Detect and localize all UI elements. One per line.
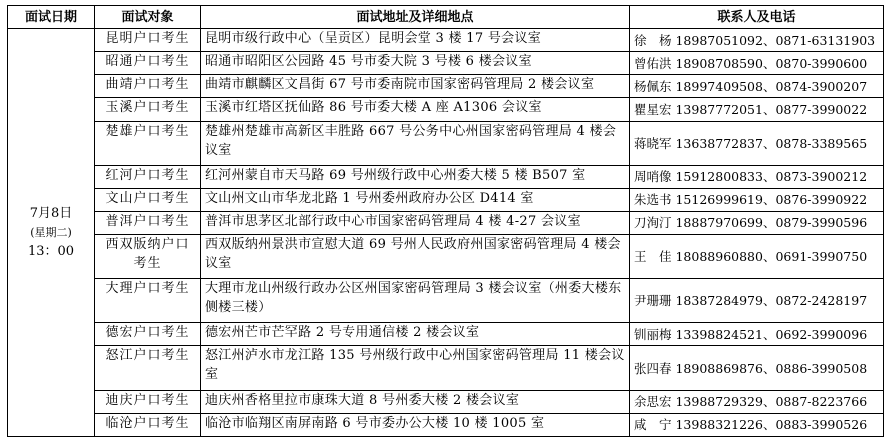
target-cell: 曲靖户口考生 bbox=[95, 75, 201, 98]
contact-cell: 咸 宁 13988321226、0883-3990526 bbox=[630, 413, 884, 436]
interview-time: 13：00 bbox=[27, 244, 75, 259]
table-row bbox=[8, 279, 884, 323]
header-contact: 联系人及电话 bbox=[630, 6, 884, 29]
address-cell: 迪庆州香格里拉市康珠大道 8 号州委大楼 2 楼会议室 bbox=[201, 390, 630, 413]
contact-cell: 曾佑洪 18908708590、0870-3990600 bbox=[630, 52, 884, 75]
address-cell: 普洱市思茅区北部行政中心市国家密码管理局 4 楼 4-27 会议室 bbox=[201, 211, 630, 234]
address-cell: 红河州蒙自市天马路 69 号州级行政中心州委大楼 5 楼 B507 室 bbox=[201, 165, 630, 188]
address-cell: 昆明市级行政中心（呈贡区）昆明会堂 3 楼 17 号会议室 bbox=[201, 29, 630, 52]
table-row bbox=[8, 75, 884, 98]
target-cell: 西双版纳户口考生 bbox=[95, 235, 201, 279]
target-cell: 普洱户口考生 bbox=[95, 211, 201, 234]
table-row bbox=[8, 390, 884, 413]
target-cell: 楚雄户口考生 bbox=[95, 121, 201, 165]
target-cell: 临沧户口考生 bbox=[95, 413, 201, 436]
interview-day: 7月8日 bbox=[29, 206, 73, 221]
target-cell: 红河户口考生 bbox=[95, 165, 201, 188]
table-row bbox=[8, 29, 884, 52]
address-cell: 楚雄州楚雄市高新区丰胜路 667 号公务中心州国家密码管理局 4 楼会议室 bbox=[201, 121, 630, 165]
contact-cell: 蒋晓军 13638772837、0878-3389565 bbox=[630, 121, 884, 165]
address-cell: 大理市龙山州级行政办公区州国家密码管理局 3 楼会议室（州委大楼东侧楼三楼） bbox=[201, 279, 630, 323]
contact-cell: 杨佩东 18997409508、0874-3900207 bbox=[630, 75, 884, 98]
contact-cell: 王 佳 18088960880、0691-3990750 bbox=[630, 235, 884, 279]
table-row bbox=[8, 98, 884, 121]
header-target: 面试对象 bbox=[95, 6, 201, 29]
address-cell: 怒江州泸水市龙江路 135 号州级行政中心州国家密码管理局 11 楼会议室 bbox=[201, 346, 630, 390]
contact-cell: 余思宏 13988729329、0887-8223766 bbox=[630, 390, 884, 413]
target-cell: 文山户口考生 bbox=[95, 188, 201, 211]
contact-cell: 徐 杨 18987051092、0871-63131903 bbox=[630, 29, 884, 52]
table-row bbox=[8, 235, 884, 279]
interview-date-cell bbox=[8, 29, 95, 437]
address-cell: 德宏州芒市芒罕路 2 号专用通信楼 2 楼会议室 bbox=[201, 323, 630, 346]
contact-cell: 刀洵汀 18887970699、0879-3990596 bbox=[630, 211, 884, 234]
contact-cell: 尹珊珊 18387284979、0872-2428197 bbox=[630, 279, 884, 323]
address-cell: 西双版纳州景洪市宣慰大道 69 号州人民政府州国家密码管理局 4 楼会议室 bbox=[201, 235, 630, 279]
table-row bbox=[8, 165, 884, 188]
table-row bbox=[8, 413, 884, 436]
target-cell: 大理户口考生 bbox=[95, 279, 201, 323]
contact-cell: 钏丽梅 13398824521、0692-3990096 bbox=[630, 323, 884, 346]
address-cell: 曲靖市麒麟区文昌街 67 号市委南院市国家密码管理局 2 楼会议室 bbox=[201, 75, 630, 98]
target-cell: 昆明户口考生 bbox=[95, 29, 201, 52]
target-cell: 迪庆户口考生 bbox=[95, 390, 201, 413]
address-cell: 昭通市昭阳区公园路 45 号市委大院 3 号楼 6 楼会议室 bbox=[201, 52, 630, 75]
table-row bbox=[8, 121, 884, 165]
contact-cell: 瞿星宏 13987772051、0877-3990022 bbox=[630, 98, 884, 121]
header-date: 面试日期 bbox=[8, 6, 95, 29]
interview-schedule-table bbox=[7, 5, 884, 437]
address-cell: 临沧市临翔区南屏南路 6 号市委办公大楼 10 楼 1005 室 bbox=[201, 413, 630, 436]
contact-cell: 张四春 18908869876、0886-3990508 bbox=[630, 346, 884, 390]
target-cell: 昭通户口考生 bbox=[95, 52, 201, 75]
header-row bbox=[8, 6, 884, 29]
table-row bbox=[8, 188, 884, 211]
table-row bbox=[8, 211, 884, 234]
table-row bbox=[8, 323, 884, 346]
target-cell: 德宏户口考生 bbox=[95, 323, 201, 346]
address-cell: 文山州文山市华龙北路 1 号州委州政府办公区 D414 室 bbox=[201, 188, 630, 211]
target-cell: 怒江户口考生 bbox=[95, 346, 201, 390]
target-cell: 玉溪户口考生 bbox=[95, 98, 201, 121]
interview-weekday: (星期二) bbox=[30, 226, 72, 239]
table-row bbox=[8, 52, 884, 75]
contact-cell: 周哨像 15912800833、0873-3900212 bbox=[630, 165, 884, 188]
contact-cell: 朱选书 15126999619、0876-3990922 bbox=[630, 188, 884, 211]
address-cell: 玉溪市红塔区抚仙路 86 号市委大楼 A 座 A1306 会议室 bbox=[201, 98, 630, 121]
header-address: 面试地址及详细地点 bbox=[201, 6, 630, 29]
table-row bbox=[8, 346, 884, 390]
